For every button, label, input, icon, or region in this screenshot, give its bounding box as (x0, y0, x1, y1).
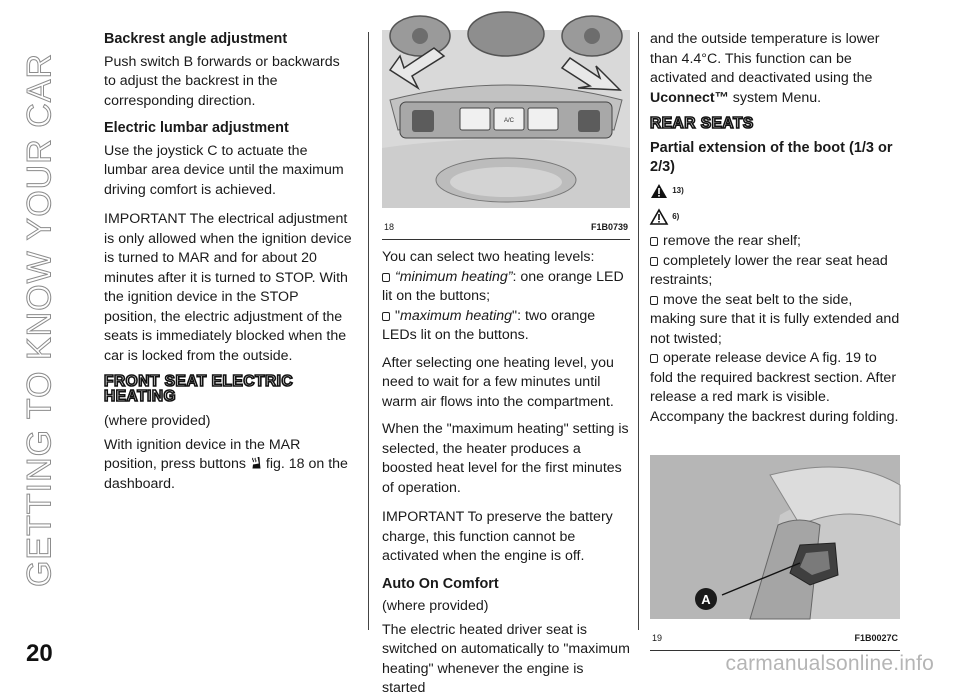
figure-18-code: F1B0739 (590, 221, 628, 232)
step-text: completely lower the rear seat head restraints; (650, 252, 888, 289)
cont-text: and the outside temperature is lower than 4.4°C. This function can be activated and deactivated using the (650, 31, 880, 86)
step-text: operate release device A fig. 19 to fold the required backrest section. After release a red mark is visible. (650, 350, 897, 406)
level2-label: maximum heating (400, 307, 513, 324)
backrest-text: Push switch B forwards or backwards to adjust the backrest in the corresponding direction. (104, 53, 340, 109)
figure-18-image (382, 30, 630, 208)
column-1 (104, 30, 354, 502)
bullet-icon (650, 296, 658, 305)
bullet-icon (650, 237, 658, 246)
figure-19-number: 19 (652, 632, 663, 643)
bullet-icon (382, 273, 390, 282)
backrest-title: Backrest angle adjustment (104, 31, 288, 47)
warning-ref: 13) (672, 186, 684, 196)
after-selecting-text: After selecting one heating level, you need to wait for a few minutes until warm air flows into the compartment. (382, 354, 614, 410)
warning-ref-row (650, 181, 900, 201)
ac-button-label: A/C (503, 118, 515, 124)
step-item (650, 232, 900, 252)
caution-triangle-icon (650, 209, 668, 225)
where-provided: (where provided) (104, 413, 211, 429)
bullet-icon (650, 354, 658, 363)
side-title-text: GETTING TO KNOW YOUR CAR (20, 52, 59, 588)
level-1-item (382, 268, 630, 307)
lumbar-title: Electric lumbar adjustment (104, 120, 289, 136)
figure-18-caption (382, 215, 630, 240)
continuation-text (650, 30, 900, 108)
step-item (650, 252, 900, 291)
where-provided-2: (where provided) (382, 598, 489, 614)
column-divider (638, 32, 639, 630)
press-text-a: With ignition device in the MAR position, press buttons (104, 436, 301, 472)
lumbar-text: Use the joystick C to actuate the lumbar area device until the maximum driving comfort is achieved. (104, 142, 344, 198)
figure-19-image (650, 455, 900, 619)
max-heating-text: When the "maximum heating" setting is selected, the heater produces a boosted heat level for the first minutes of operation. (382, 421, 629, 496)
caution-ref-row (650, 207, 900, 227)
press-text-b: fig. 18 on the dashboard. (104, 456, 348, 492)
column-3 (650, 30, 900, 659)
step-item (650, 291, 900, 350)
bullet-icon (650, 257, 658, 266)
step-item (650, 349, 900, 408)
step-text: remove the rear shelf; (663, 233, 801, 250)
level2-quote: " (395, 307, 401, 324)
caution-ref: 6) (672, 211, 680, 221)
step-text: move the seat belt to the side, making sure that it is fully extended and not twisted; (650, 291, 900, 347)
important-battery-text: IMPORTANT To preserve the battery charge, this function cannot be activated when the engine is off. (382, 509, 613, 564)
press-buttons-text (104, 436, 354, 495)
level2-desc: ": two orange LEDs lit on the buttons. (382, 307, 596, 343)
figure-19-code: F1B0027C (854, 632, 898, 643)
level1-label: “minimum heating” (395, 268, 513, 285)
page-number: 20 (26, 640, 53, 667)
partial-extension-title: Partial extension of the boot (1/3 or 2/3) (650, 140, 893, 175)
levels-intro: You can select two heating levels: (382, 249, 595, 265)
warning-triangle-icon (650, 183, 668, 199)
section-title-rear-seats: REAR SEATS (650, 115, 754, 132)
seat-heating-icon (250, 456, 262, 470)
uconnect-label: Uconnect™ (650, 89, 729, 106)
side-section-title (20, 20, 60, 620)
auto-on-text: The electric heated driver seat is switched on automatically to "maximum heating" whenever the engine is started (382, 621, 630, 696)
callout-a-label: A (701, 592, 711, 608)
column-divider (368, 32, 369, 630)
column-2 (382, 30, 630, 699)
figure-19 (650, 455, 900, 651)
figure-18 (382, 30, 630, 240)
section-title-heating: FRONT SEAT ELECTRIC HEATING (104, 373, 294, 405)
auto-on-comfort-title: Auto On Comfort (382, 575, 499, 592)
level-2-item (382, 307, 630, 346)
level1-desc: : one orange LED lit on the buttons; (382, 268, 624, 304)
important-text: IMPORTANT The electrical adjustment is only allowed when the ignition device is turned to MAR and for about 20 minutes after it is turned to STOP. With the ignition device in the STOP position, the electric adjustment of the seats is immediately blocked when the car is locked from the outside. (104, 211, 352, 364)
cont-tail: system Menu. (732, 89, 822, 106)
accompany-text: Accompany the backrest during folding. (650, 408, 899, 425)
watermark: carmanualsonline.info (725, 652, 934, 675)
figure-18-number: 18 (384, 221, 395, 232)
bullet-icon (382, 312, 390, 321)
figure-19-caption (650, 626, 900, 651)
